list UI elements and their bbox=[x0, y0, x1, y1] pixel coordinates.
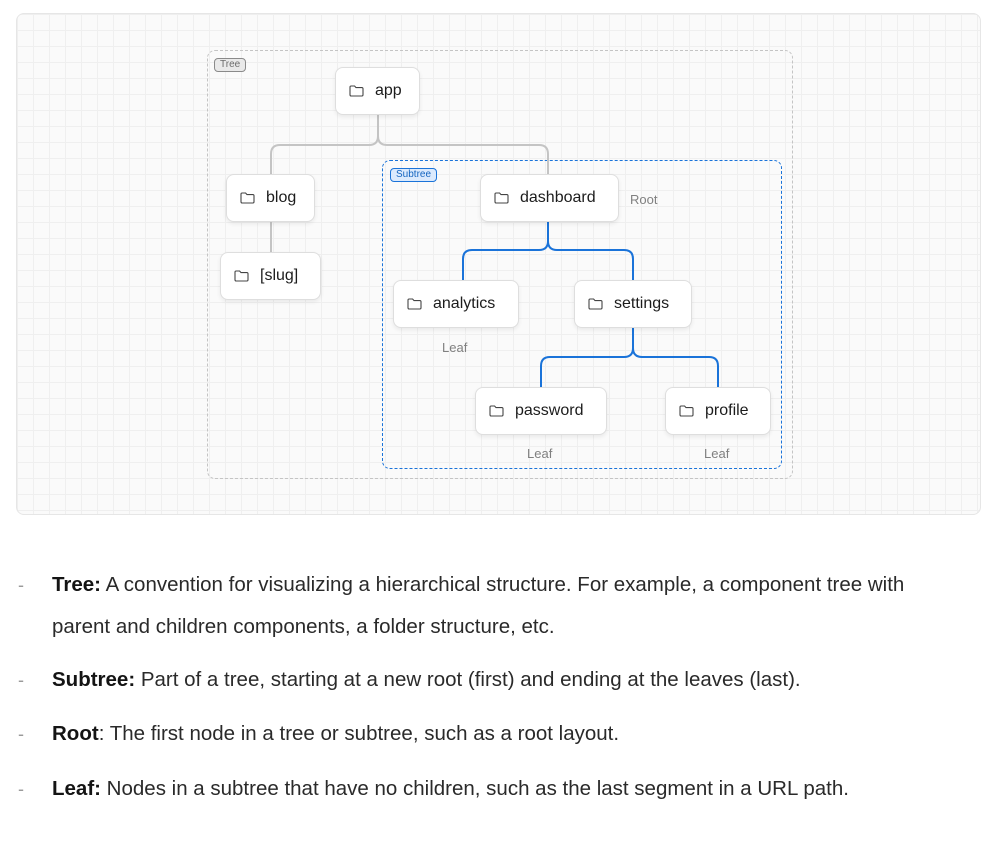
folder-icon bbox=[407, 298, 422, 310]
link-settings-profile bbox=[633, 348, 718, 387]
definition-tree bbox=[52, 564, 962, 648]
definition-text: Nodes in a subtree that have no children, such as the last segment in a URL path. bbox=[100, 777, 849, 800]
node-label: password bbox=[515, 402, 584, 419]
tree-diagram bbox=[16, 13, 981, 515]
definition-text: A convention for visualizing a hierarchical structure. For example, a component tree with parent and children components, a folder structure, etc. bbox=[52, 573, 905, 638]
definition-term: Subtree: bbox=[52, 668, 136, 691]
definition-term: Root bbox=[52, 722, 99, 745]
node-label: settings bbox=[614, 295, 670, 312]
leaf-annotation: Leaf bbox=[704, 446, 730, 461]
tree-label: Tree bbox=[214, 58, 246, 72]
link-dashboard-settings bbox=[548, 241, 633, 280]
folder-icon bbox=[240, 192, 255, 204]
node-app bbox=[335, 67, 420, 115]
node-label: dashboard bbox=[520, 189, 596, 206]
node-analytics bbox=[393, 280, 519, 328]
link-settings-password bbox=[541, 328, 633, 387]
folder-icon bbox=[234, 270, 249, 282]
node-label: app bbox=[375, 82, 402, 99]
node-blog bbox=[226, 174, 315, 222]
folder-icon bbox=[494, 192, 509, 204]
node-slug bbox=[220, 252, 321, 300]
root-annotation: Root bbox=[630, 192, 658, 207]
link-app-blog bbox=[271, 115, 378, 174]
definition-term: Tree: bbox=[52, 573, 101, 596]
node-label: analytics bbox=[433, 295, 496, 312]
definition-text: Part of a tree, starting at a new root (first) and ending at the leaves (last). bbox=[135, 668, 801, 691]
node-label: blog bbox=[266, 189, 297, 206]
node-dashboard bbox=[480, 174, 619, 222]
connector-lines bbox=[17, 14, 981, 515]
node-label: profile bbox=[705, 402, 749, 419]
subtree-label: Subtree bbox=[390, 168, 437, 182]
node-label: [slug] bbox=[260, 267, 299, 284]
definition-text: : The first node in a tree or subtree, such as a root layout. bbox=[98, 722, 620, 745]
folder-icon bbox=[349, 85, 364, 97]
folder-icon bbox=[679, 405, 694, 417]
definition-subtree bbox=[52, 659, 962, 701]
folder-icon bbox=[489, 405, 504, 417]
leaf-annotation: Leaf bbox=[442, 340, 468, 355]
node-profile bbox=[665, 387, 771, 435]
link-dashboard-analytics bbox=[463, 222, 548, 280]
definition-root bbox=[52, 713, 962, 755]
list-bullet: - bbox=[18, 575, 24, 595]
definition-term: Leaf: bbox=[52, 777, 101, 800]
link-app-dashboard bbox=[378, 136, 548, 174]
list-bullet: - bbox=[18, 724, 24, 744]
folder-icon bbox=[588, 298, 603, 310]
list-bullet: - bbox=[18, 779, 24, 799]
node-settings bbox=[574, 280, 692, 328]
node-password bbox=[475, 387, 607, 435]
list-bullet: - bbox=[18, 670, 24, 690]
definition-leaf bbox=[52, 768, 962, 810]
leaf-annotation: Leaf bbox=[527, 446, 553, 461]
